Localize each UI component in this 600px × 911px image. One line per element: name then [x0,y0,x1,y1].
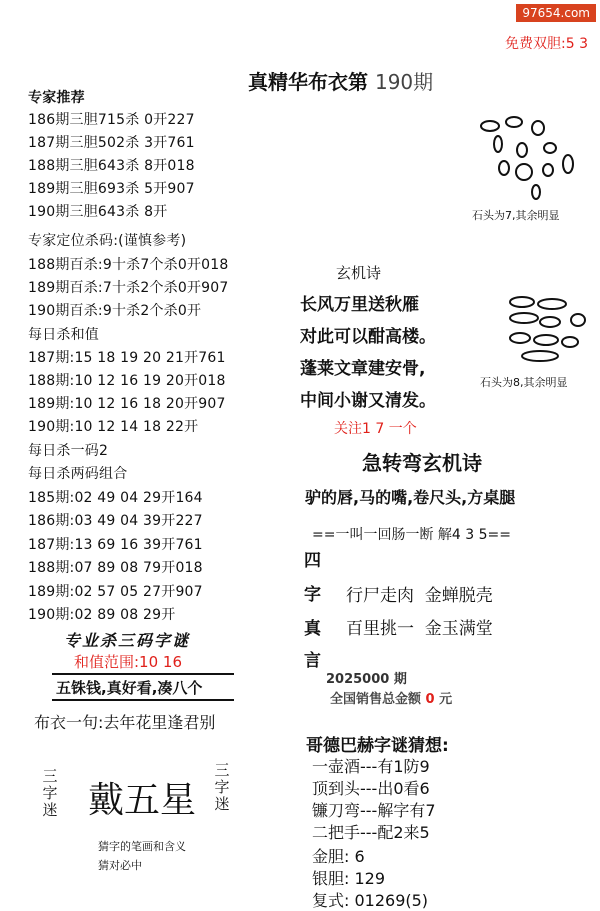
divider [52,673,234,675]
four-words-char: 四 [304,551,321,571]
riddle-left-label: 三字迷 [42,767,58,819]
site-watermark: 97654.com [516,4,596,22]
pro-riddle-text: 五铢钱,真好看,凑八个 [56,679,203,697]
sales-amount: 0 [425,692,435,707]
four-words-char: 言 [304,651,321,671]
position-kill-line: 189期百杀:7十杀2个杀0开907 [28,280,229,296]
daily-sum-line: 187期:15 18 19 20 21开761 [28,350,226,366]
four-words-char: 真 [304,619,321,639]
expert-line: 187期三胆502杀 3开761 [28,135,195,151]
sum-range: 和值范围:10 16 [74,653,182,671]
expert-line: 190期三胆643杀 8开 [28,204,168,220]
expert-heading: 专家推荐 [28,90,85,106]
poem-focus: 关注1 7 一个 [334,421,417,437]
sales-label: 全国销售总金额 [330,692,422,707]
sales-unit: 元 [439,692,453,707]
goldbach-heading: 哥德巴赫字谜猜想: [306,736,449,756]
daily-kill-one: 每日杀一码2 [28,443,109,459]
poem-line: 长风万里送秋雁 [300,295,419,315]
four-words-row: 百里挑一 金玉满堂 [346,619,493,639]
expert-line: 186期三胆715杀 0开227 [28,112,195,128]
turn-poem-hint: ==一叫一回肠一断 解4 3 5== [312,527,511,543]
poem-line: 中间小谢又清发。 [300,391,436,411]
title-main: 真精华布衣第 [248,70,368,94]
daily-sum-line: 190期:10 12 14 18 22开 [28,419,199,435]
four-words-row: 行尸走肉 金蝉脱壳 [346,586,493,606]
riddle-hint: 猜对必中 [98,859,142,872]
stones-caption: 石头为8,其余明显 [480,376,568,389]
daily-two-line: 187期:13 69 16 39开761 [28,537,203,553]
daily-sum-heading: 每日杀和值 [28,327,99,343]
daily-two-line: 188期:07 89 08 79开018 [28,560,203,576]
buyi-line: 布衣一句:去年花里逢君别 [34,713,216,732]
goldbach-line: 复式: 01269(5) [312,891,429,910]
stones-caption: 石头为7,其余明显 [472,209,560,222]
goldbach-line: 一壶酒---有1防9 [312,757,430,776]
daily-sum-line: 189期:10 12 16 18 20开907 [28,396,226,412]
riddle-main: 戴五星 [88,780,197,821]
page-title [248,66,433,95]
poem-heading: 玄机诗 [336,264,382,282]
riddle-hint: 猜字的笔画和含义 [98,840,186,853]
turn-poem-heading: 急转弯玄机诗 [362,451,482,475]
turn-poem-line: 驴的唇,马的嘴,卷尺头,方桌腿 [305,488,516,507]
divider [52,699,234,701]
sales-issue: 2025000 期 [326,672,407,687]
goldbach-line: 镰刀弯---解字有7 [312,801,436,820]
poem-line: 对此可以酣高楼。 [300,327,436,347]
poem-line: 蓬莱文章建安骨, [300,359,426,379]
daily-two-heading: 每日杀两码组合 [28,466,128,482]
daily-two-line: 189期:02 57 05 27开907 [28,584,203,600]
daily-two-line: 185期:02 49 04 29开164 [28,490,203,506]
goldbach-line: 二把手---配2来5 [312,823,430,842]
four-words-char: 字 [304,585,321,605]
riddle-right-label: 三字迷 [214,761,230,813]
pro-riddle-heading: 专业杀三码字谜 [64,631,191,650]
sales-total [330,688,452,707]
expert-line: 189期三胆693杀 5开907 [28,181,195,197]
goldbach-line: 顶到头---出0看6 [312,779,430,798]
position-kill-heading: 专家定位杀码:(谨慎参考) [28,233,187,249]
daily-sum-line: 188期:10 12 16 19 20开018 [28,373,226,389]
daily-two-line: 190期:02 89 08 29开 [28,607,176,623]
stones-picture-2 [500,294,590,364]
position-kill-line: 188期百杀:9十杀7个杀0开018 [28,257,229,273]
goldbach-line: 银胆: 129 [312,869,386,888]
expert-line: 188期三胆643杀 8开018 [28,158,195,174]
stones-picture-1 [478,114,578,204]
free-double-tip: 免费双胆:5 3 [505,36,588,52]
daily-two-line: 186期:03 49 04 39开227 [28,513,203,529]
position-kill-line: 190期百杀:9十杀2个杀0开 [28,303,202,319]
goldbach-line: 金胆: 6 [312,847,365,866]
title-issue: 190期 [374,70,434,94]
